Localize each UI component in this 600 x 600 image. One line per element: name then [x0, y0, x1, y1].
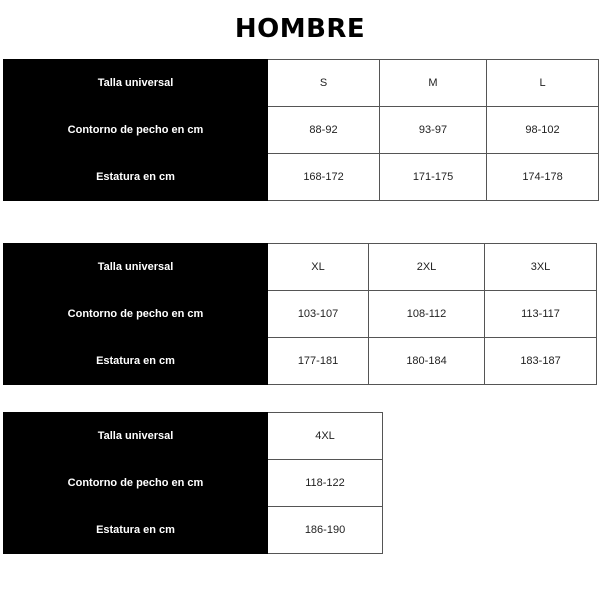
height-cell: 171-175	[380, 154, 487, 201]
chest-cell: 93-97	[380, 107, 487, 154]
height-cell: 183-187	[485, 338, 597, 385]
row-label-size: Talla universal	[4, 60, 268, 107]
size-cell: 4XL	[268, 413, 383, 460]
chest-cell: 88-92	[268, 107, 380, 154]
row-label-chest: Contorno de pecho en cm	[4, 107, 268, 154]
page-title: HOMBRE	[234, 14, 366, 44]
table-row	[4, 154, 599, 201]
height-cell: 168-172	[268, 154, 380, 201]
table-row	[4, 338, 597, 385]
row-label-size: Talla universal	[4, 244, 268, 291]
table-row	[4, 244, 597, 291]
row-label-size: Talla universal	[4, 413, 268, 460]
row-label-chest: Contorno de pecho en cm	[4, 291, 268, 338]
height-cell: 174-178	[487, 154, 599, 201]
size-cell: 2XL	[369, 244, 485, 291]
size-cell: L	[487, 60, 599, 107]
row-label-height: Estatura en cm	[4, 507, 268, 554]
table-row	[4, 60, 599, 107]
height-cell: 180-184	[369, 338, 485, 385]
size-cell: 3XL	[485, 244, 597, 291]
table-row	[4, 413, 383, 460]
height-cell: 186-190	[268, 507, 383, 554]
chest-cell: 98-102	[487, 107, 599, 154]
size-table-1	[3, 59, 599, 201]
table-row	[4, 507, 383, 554]
size-cell: S	[268, 60, 380, 107]
size-table-3	[3, 412, 383, 554]
table-row	[4, 460, 383, 507]
row-label-height: Estatura en cm	[4, 154, 268, 201]
table-row	[4, 291, 597, 338]
chest-cell: 108-112	[369, 291, 485, 338]
chest-cell: 103-107	[268, 291, 369, 338]
height-cell: 177-181	[268, 338, 369, 385]
row-label-height: Estatura en cm	[4, 338, 268, 385]
row-label-chest: Contorno de pecho en cm	[4, 460, 268, 507]
size-table-2	[3, 243, 597, 385]
chest-cell: 113-117	[485, 291, 597, 338]
size-cell: M	[380, 60, 487, 107]
chest-cell: 118-122	[268, 460, 383, 507]
size-cell: XL	[268, 244, 369, 291]
table-row	[4, 107, 599, 154]
